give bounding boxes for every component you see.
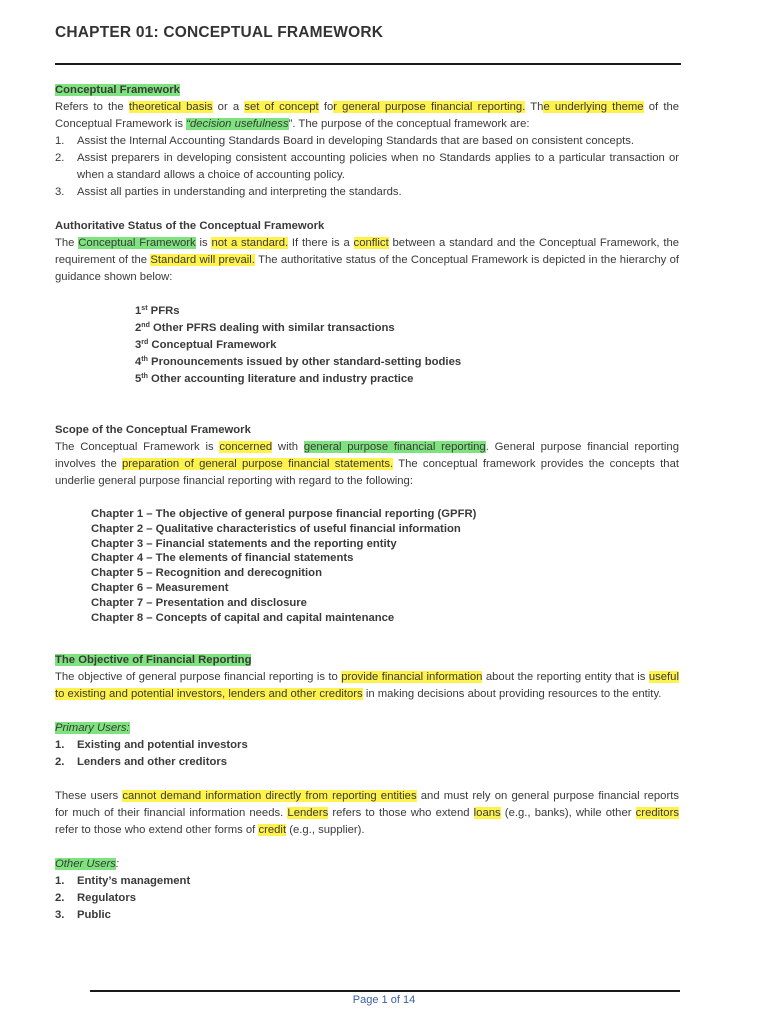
hierarchy-text: PFRs	[147, 305, 180, 317]
highlighted-text: r general purpose financial reporting.	[333, 101, 526, 113]
chapter-item: Chapter 7 – Presentation and disclosure	[91, 596, 307, 609]
other-users-heading: Other Users	[55, 858, 116, 871]
hierarchy-item	[135, 337, 679, 354]
list-item	[55, 754, 679, 771]
section-objective	[55, 652, 679, 924]
primary-users-list	[55, 737, 679, 771]
paragraph	[55, 235, 679, 286]
chapter-item: Chapter 1 – The objective of general purpose financial reporting (GPFR)	[91, 508, 477, 520]
text-run: of the Conceptual Framework is	[55, 101, 680, 130]
other-users-list	[55, 873, 679, 924]
paragraph	[55, 439, 679, 490]
ordinal-suffix: th	[141, 356, 148, 363]
hierarchy-rank: 1	[135, 305, 142, 317]
chapter-list	[55, 507, 679, 625]
text-run: or a	[212, 101, 245, 113]
chapter-title: CHAPTER 01: CONCEPTUAL FRAMEWORK	[55, 24, 384, 41]
list-item	[55, 150, 679, 184]
list-item	[55, 873, 679, 890]
hierarchy-rank: 2	[135, 322, 142, 334]
list-text: Existing and potential investors	[77, 739, 248, 752]
text-run: The Conceptual Framework is	[55, 441, 220, 453]
list-number: 2.	[55, 152, 65, 164]
highlighted-text: provide financial information	[341, 671, 483, 684]
paragraph	[55, 669, 679, 703]
text-run: If there is a	[288, 237, 354, 249]
list-number: 1.	[55, 875, 65, 888]
text-run: is	[195, 237, 212, 249]
chapter-item: Chapter 2 – Qualitative characteristics of useful financial information	[91, 522, 461, 535]
highlighted-text: not a standard.	[211, 237, 289, 249]
highlighted-text: Lenders	[287, 807, 329, 820]
highlighted-text: “decision usefulness	[186, 118, 289, 130]
ordinal-suffix: nd	[141, 322, 150, 329]
hierarchy-rank: 3	[135, 339, 142, 351]
text-run: between a standard and the Conceptual Framework, the requirement of the	[55, 237, 680, 266]
section-heading: The Objective of Financial Reporting	[55, 654, 252, 667]
text-run: with	[272, 441, 304, 453]
text-run: and must rely on general purpose financial reports for much of their financial information needs.	[55, 790, 680, 820]
chapter-item: Chapter 8 – Concepts of capital and capital maintenance	[91, 611, 395, 624]
list-number: 1.	[55, 135, 65, 147]
highlighted-text: concerned	[219, 441, 273, 453]
text-run: in making decisions about providing resources to the entity.	[362, 688, 662, 701]
text-run: The objective of general purpose financial reporting is to	[55, 671, 342, 684]
chapter-item: Chapter 4 – The elements of financial statements	[91, 552, 354, 565]
highlighted-text: e underlying theme	[543, 101, 644, 113]
list-item	[55, 737, 679, 754]
list-item	[55, 907, 679, 924]
hierarchy-item	[135, 320, 679, 337]
hierarchy-list	[55, 303, 679, 388]
text-run: . General purpose financial reporting involves the	[55, 441, 680, 470]
ordinal-suffix: st	[141, 305, 148, 312]
highlighted-text: general purpose financial reporting	[303, 441, 486, 453]
hierarchy-item	[135, 371, 679, 388]
hierarchy-item	[135, 354, 679, 371]
hierarchy-text: Conceptual Framework	[148, 339, 277, 351]
list-text: Entity’s management	[77, 875, 191, 888]
text-run: The	[55, 237, 79, 249]
header-rule	[55, 63, 681, 65]
list-number: 3.	[55, 909, 65, 922]
list-item	[55, 890, 679, 907]
purpose-list	[55, 133, 679, 201]
list-text: Regulators	[77, 892, 137, 905]
section-conceptual-framework	[55, 82, 679, 201]
text-run: refers to those who extend	[328, 807, 474, 820]
highlighted-text: Standard will prevail.	[150, 254, 255, 266]
highlighted-text: loans	[473, 807, 501, 820]
ordinal-suffix: rd	[141, 339, 149, 346]
text-run: ”. The purpose of the conceptual framework are:	[288, 118, 530, 130]
chapter-item: Chapter 3 – Financial statements and the reporting entity	[91, 537, 397, 550]
list-text: Assist preparers in developing consistent accounting policies when no Standards applies to a particular transaction or when a standard allows a choice of accounting policy.	[77, 152, 679, 181]
hierarchy-rank: 4	[135, 356, 142, 368]
highlighted-text: cannot demand information directly from reporting entities	[122, 790, 417, 803]
page-number: Page 1 of 14	[352, 994, 416, 1006]
hierarchy-item	[135, 303, 679, 320]
footer-rule	[90, 990, 680, 992]
highlighted-text: Conceptual Framework	[78, 237, 196, 249]
list-number: 3.	[55, 186, 65, 198]
section-authoritative-status	[55, 218, 679, 388]
text-run: These users	[55, 790, 123, 803]
hierarchy-text: Other PFRS dealing with similar transactions	[149, 322, 395, 334]
list-number: 1.	[55, 739, 65, 752]
chapter-item: Chapter 5 – Recognition and derecognition	[91, 567, 322, 580]
list-text: Assist all parties in understanding and interpreting the standards.	[77, 186, 402, 198]
text-run: The conceptual framework provides the concepts that underlie general purpose financial reporting with regard to the following:	[55, 458, 679, 487]
list-text: Public	[77, 909, 111, 922]
paragraph	[55, 99, 679, 133]
list-text: Assist the Internal Accounting Standards Board in developing Standards that are based on consistent concepts.	[77, 135, 635, 147]
list-number: 2.	[55, 892, 65, 905]
list-item	[55, 133, 679, 150]
highlighted-text: conflict	[353, 237, 389, 249]
text-run: about the reporting entity that is	[482, 671, 649, 684]
highlighted-text: credit	[258, 824, 287, 837]
highlighted-text: theoretical basis	[128, 101, 213, 113]
highlighted-text: useful to existing and potential investors, lenders and other creditors	[55, 671, 679, 701]
text-run: (e.g., banks), while other	[500, 807, 636, 820]
section-heading: Conceptual Framework	[55, 84, 180, 96]
text-run: fo	[318, 101, 334, 113]
text-run: The authoritative status of the Conceptual Framework is depicted in the hierarchy of guidance shown below:	[55, 254, 680, 283]
text-run: (e.g., supplier).	[286, 824, 365, 837]
section-heading: Scope of the Conceptual Framework	[55, 424, 251, 436]
highlighted-text: preparation of general purpose financial statements.	[122, 458, 394, 470]
list-number: 2.	[55, 756, 65, 769]
section-scope	[55, 422, 679, 625]
text-run: Th	[525, 101, 544, 113]
primary-users-heading: Primary Users:	[55, 722, 130, 735]
paragraph	[55, 788, 679, 839]
hierarchy-text: Other accounting literature and industry practice	[147, 373, 414, 385]
text-run: refer to those who extend other forms of	[55, 824, 259, 837]
hierarchy-text: Pronouncements issued by other standard-setting bodies	[147, 356, 462, 368]
ordinal-suffix: th	[141, 373, 148, 380]
highlighted-text: creditors	[635, 807, 679, 820]
section-heading: Authoritative Status of the Conceptual Framework	[55, 220, 325, 232]
list-text: Lenders and other creditors	[77, 756, 228, 769]
hierarchy-rank: 5	[135, 373, 142, 385]
other-users-colon: :	[115, 858, 120, 871]
chapter-item: Chapter 6 – Measurement	[91, 581, 229, 594]
document-body	[55, 82, 679, 924]
text-run: Refers to the	[55, 101, 129, 113]
highlighted-text: set of concept	[244, 101, 319, 113]
list-item	[55, 184, 679, 201]
